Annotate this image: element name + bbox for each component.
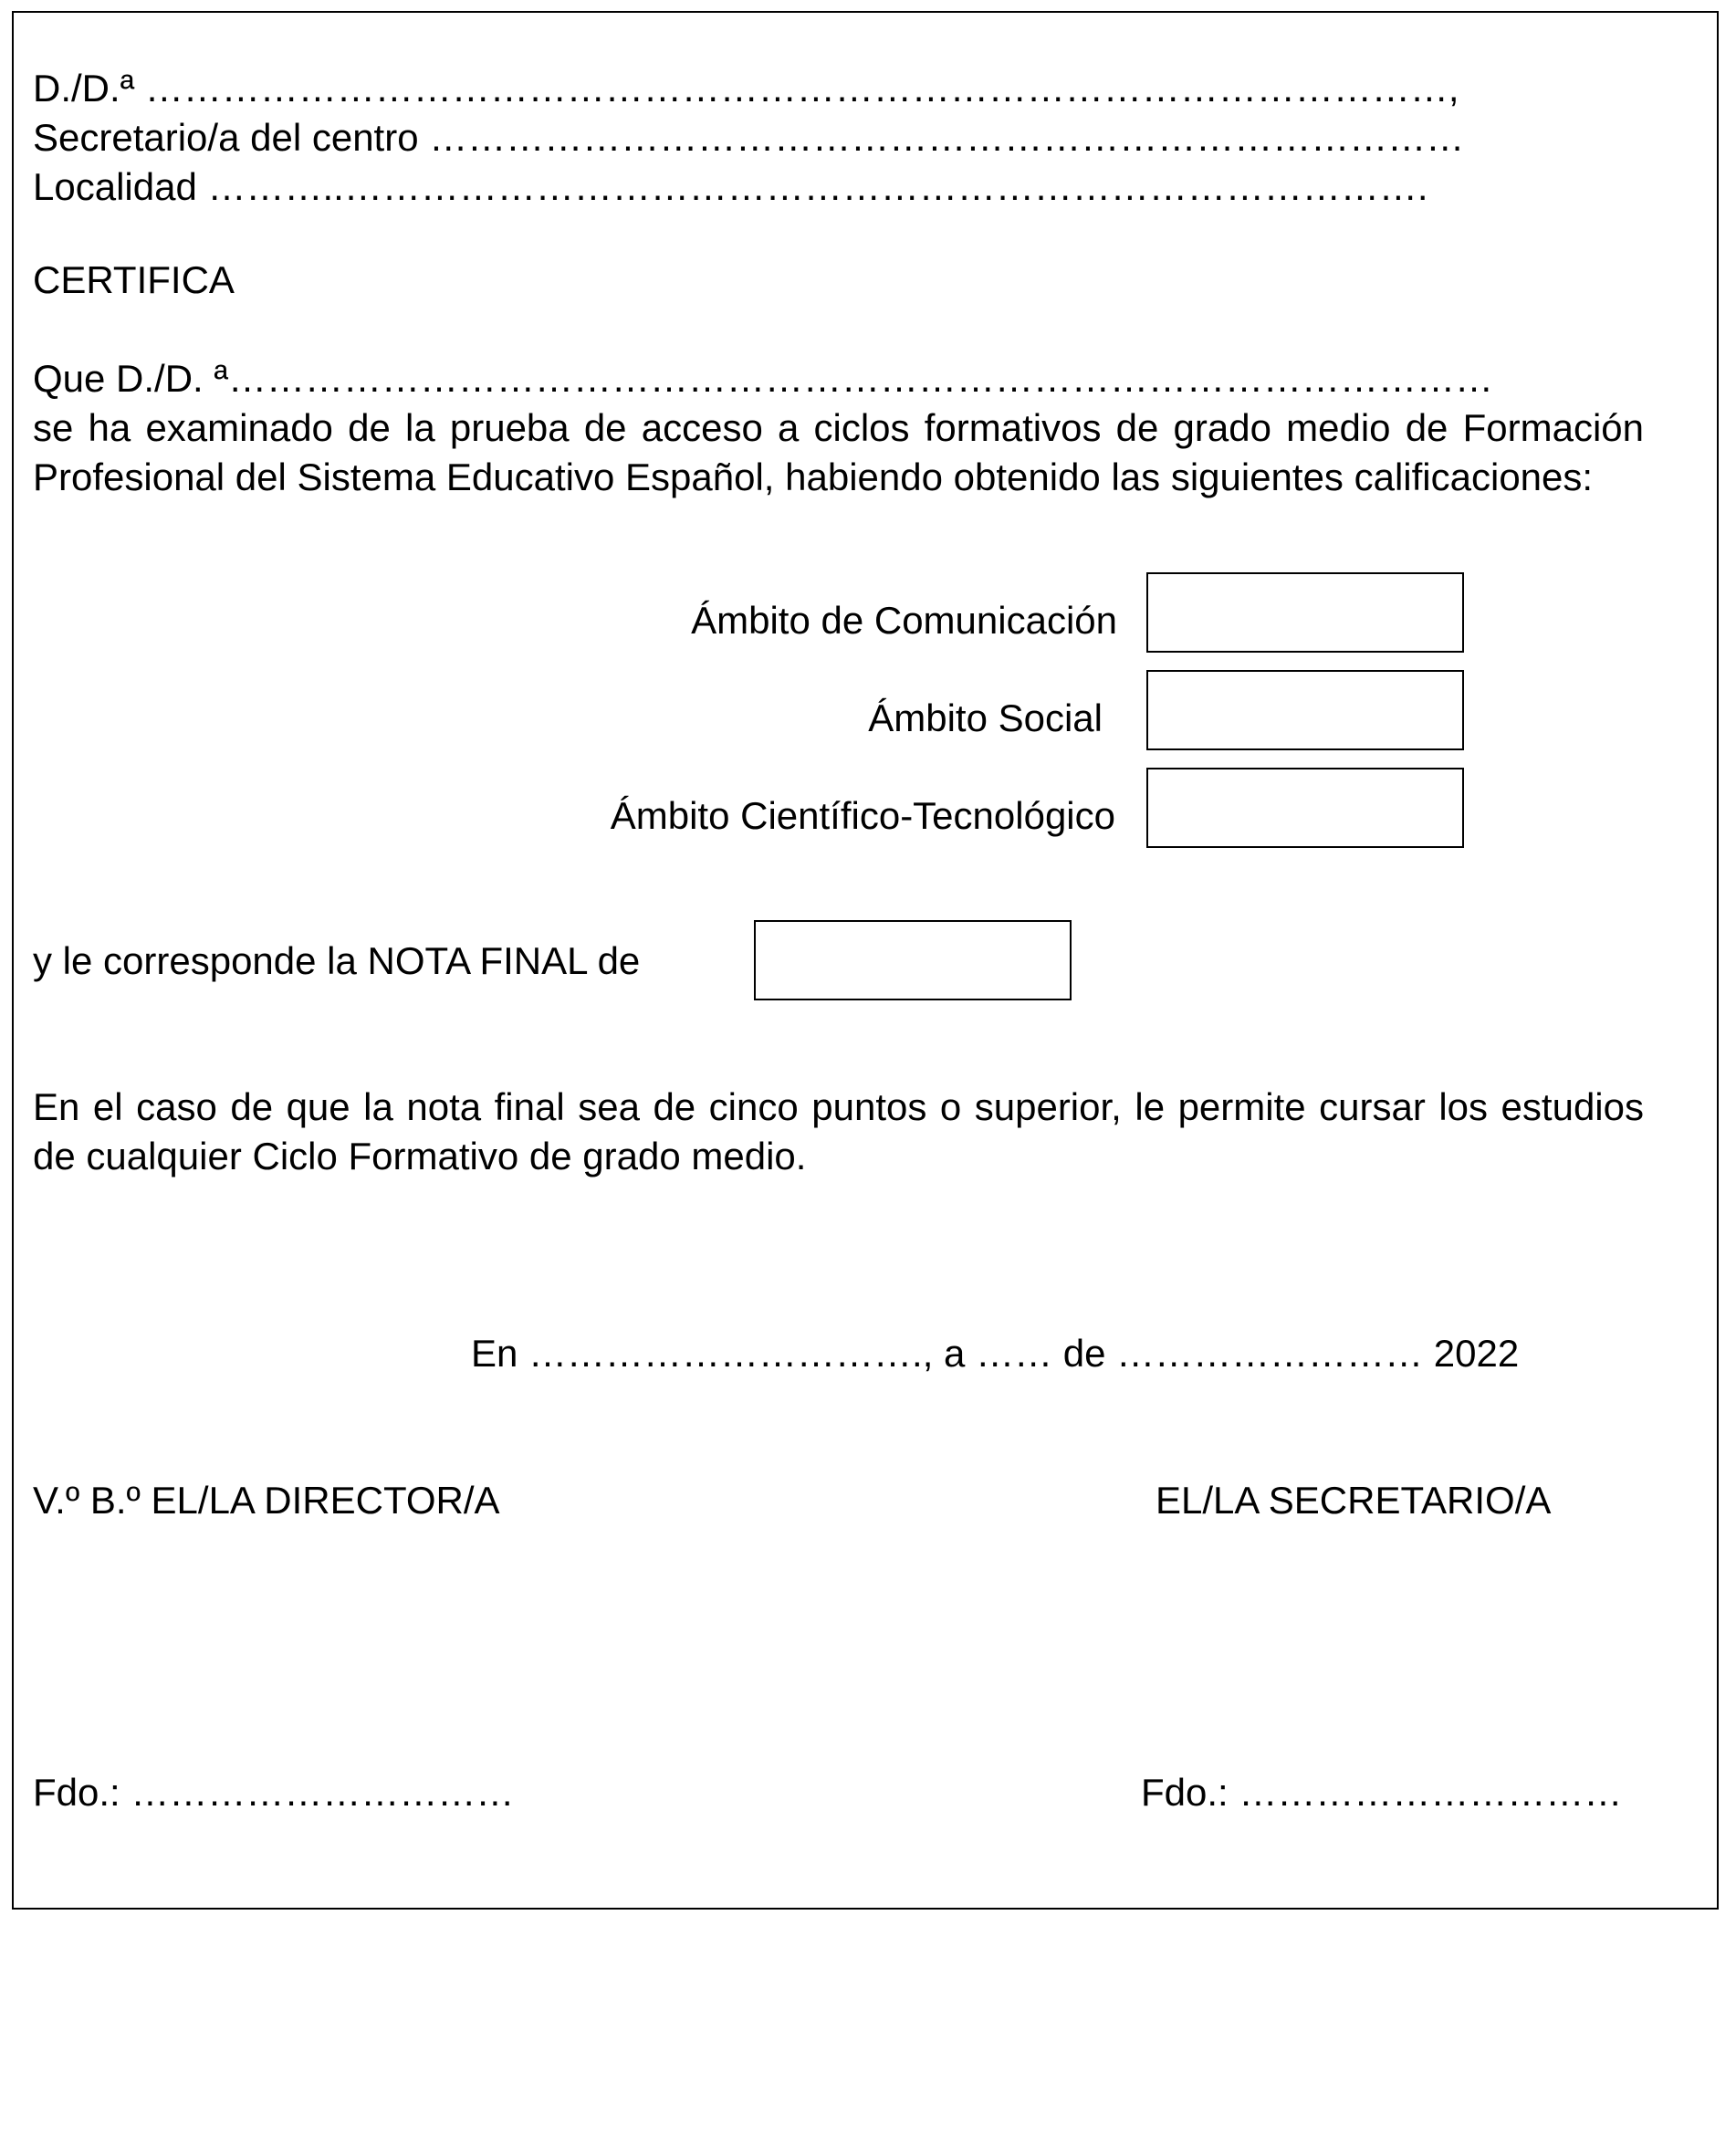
certifica-heading: CERTIFICA [33, 258, 235, 301]
secretary-title: EL/LA SECRETARIO/A [1156, 1479, 1552, 1522]
exam-paragraph: se ha examinado de la prueba de acceso a ciclos formativos de grado medio de Formación Profesional del Sistema Educativo Español, habiendo obtenido las siguientes calificaciones: [33, 406, 1644, 498]
grade-box-comunicacion[interactable] [1146, 572, 1464, 653]
name-field-line: D./D.ª …………………………………………………………………………………………, [33, 67, 1459, 110]
nota-final-box[interactable] [754, 920, 1072, 1000]
director-title: V.º B.º EL/LA DIRECTOR/A [33, 1479, 500, 1522]
grade-box-cientifico[interactable] [1146, 768, 1464, 848]
grade-label-social: Ámbito Social [868, 696, 1103, 739]
secretary-center-line: Secretario/a del centro ……………………………………………………………………… [33, 116, 1465, 159]
student-name-line: Que D./D. ª……………………………………………………………………………………… [33, 357, 1493, 400]
locality-line: Localidad ………..…………………………………………………………………………. [33, 165, 1428, 208]
date-line: En …………………………., a …… de …………………… 2022 [471, 1332, 1520, 1375]
secretary-signature-line: Fdo.: ………………………… [1141, 1771, 1623, 1814]
grade-label-comunicacion: Ámbito de Comunicación [691, 599, 1117, 642]
director-signature-line: Fdo.: ………………………… [33, 1771, 515, 1814]
grade-label-cientifico: Ámbito Científico-Tecnológico [610, 794, 1115, 837]
grade-box-social[interactable] [1146, 670, 1464, 750]
closing-paragraph: En el caso de que la nota final sea de cinco puntos o superior, le permite cursar los estudios de cualquier Ciclo Formativo de grado medio. [33, 1085, 1644, 1177]
nota-final-label: y le corresponde la NOTA FINAL de [33, 939, 641, 982]
